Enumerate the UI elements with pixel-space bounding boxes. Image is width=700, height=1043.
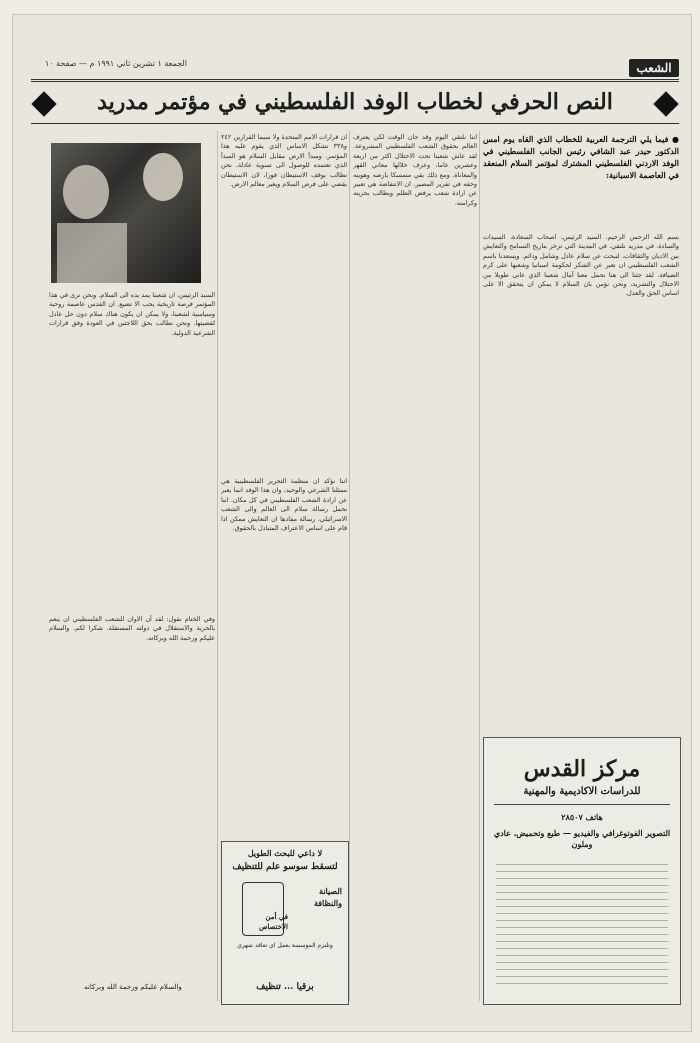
masthead-rule: [31, 79, 679, 80]
ad-cleaning: [221, 841, 349, 1005]
body-column-1: بسم الله الرحمن الرحيم. السيد الرئيس، اصحاب السعادة، السيدات والسادة. في مدريد نلتقي، في المدينة التي تزخر بتاريخ التسامح والتعايش بين الاديان والثقافات، لنبحث عن سلام عادل وشامل ودائم. ويسعدنا باسم الشعب الفلسطيني ان نعبر عن الشكر لحكومة اسبانيا وشعبها على كرم الضيافة. لقد جئنا الى هنا نحمل معنا آمال شعبنا الذي عانى طويلا من الاحتلال والتشريد، ونحن نؤمن بان السلام لا يمكن ان يتحقق الا على اساس الحق والعدل.: [483, 233, 679, 298]
body-column-2: اننا نلتقي اليوم وقد حان الوقت لكي يعترف العالم بحقوق الشعب الفلسطيني المشروعة. لقد عاش شعبنا تحت الاحتلال اكثر من اربعة وعشرين عاما، وعرف خلالها معاني القهر والمعاناة. ومع ذلك بقي متمسكا بارضه وهويته وحقه في تقرير المصير. ان الانتفاضة هي تعبير عن ارادة شعب يرفض الظلم ويطالب بحريته وكرامته.: [353, 133, 477, 207]
photo-figure-2: [143, 153, 183, 201]
ad-cleaning-subtitle: لتسقط سوسو علم للتنظيف: [232, 862, 338, 872]
ad-rule: [494, 804, 670, 805]
closing-line: والسلام عليكم ورحمة الله وبركاته: [84, 983, 182, 991]
photo-figure-1: [63, 165, 109, 219]
ad-cleaning-tag2: والنظافة: [313, 898, 342, 908]
column-rule: [217, 131, 218, 1001]
press-photo: [51, 143, 201, 283]
ad-cleaning-tag1: الصيانة: [319, 886, 342, 896]
ad-quds-list: [496, 858, 668, 988]
body-column-6: وفي الختام نقول: لقد آن الاوان للشعب الفلسطيني ان ينعم بالحرية والاستقلال في دولته المستقلة. شكرا لكم. والسلام عليكم ورحمة الله وبركاته.: [49, 615, 215, 642]
newspaper-logo: الشعب: [629, 59, 679, 77]
headline-bar: [35, 87, 675, 121]
column-rule: [349, 131, 350, 1001]
headline: النص الحرفي لخطاب الوفد الفلسطيني في مؤتمر مدريد: [97, 89, 613, 115]
ad-quds-title: مركز القدس: [523, 756, 641, 782]
ad-cleaning-tag3: في أمن: [265, 912, 288, 921]
newspaper-page: [12, 14, 692, 1032]
column-rule: [479, 131, 480, 1001]
ad-cleaning-footer: برقيا ... تنظيف: [256, 982, 314, 992]
diamond-right-icon: [653, 91, 678, 116]
photo-figure-shirt: [57, 223, 127, 283]
ad-cleaning-tag4: الاختصاص: [258, 922, 288, 931]
ad-quds-line: التصوير الفوتوغرافي والفيديو — طبع وتحميض، عادي وملون: [493, 828, 671, 849]
ad-cleaning-title: لا داعي للبحث الطويل: [247, 848, 323, 858]
intro-paragraph: ● فيما يلي الترجمة العربية للخطاب الذي القاه يوم امس الدكتور حيدر عبد الشافي رئيس الجانب الفلسطيني في الوفد الاردني الفلسطيني المشترك لمؤتمر السلام المنعقد في العاصمة الاسبانية:: [483, 134, 679, 180]
body-column-5: اننا نؤكد ان منظمة التحرير الفلسطينية هي ممثلنا الشرعي والوحيد، وان هذا الوفد انما يعبر عن ارادة الشعب الفلسطيني في كل مكان. اننا نحمل رسالة سلام الى العالم والى الشعب الاسرائيلي، رسالة مفادها ان التعايش ممكن اذا قام على اساس الاعتراف المتبادل بالحقوق.: [221, 477, 347, 533]
ad-quds-subtitle: للدراسات الاكاديمية والمهنية: [523, 786, 641, 797]
headline-rule: [31, 123, 679, 124]
diamond-left-icon: [31, 91, 56, 116]
body-column-3: ان قرارات الامم المتحدة ولا سيما القرارين ٢٤٢ و٣٣٨ تشكل الاساس الذي يقوم عليه هذا المؤتمر. ومبدأ الارض مقابل السلام هو المبدأ الذي نعتمده للوصول الى تسوية عادلة. نحن نطالب بوقف الاستيطان فورا، لان الاستيطان يقضي على فرص السلام ويغير معالم الارض.: [221, 133, 347, 189]
ad-quds-phone: هاتف ٢٨٥٠٧: [561, 812, 603, 822]
ad-quds-center: [483, 737, 681, 1005]
body-column-4: السيد الرئيس، ان شعبنا يمد يده الى السلام. ونحن نرى في هذا المؤتمر فرصة تاريخية يجب الا تضيع. ان القدس عاصمة روحية وسياسية لشعبنا، ولا يمكن ان يكون هناك سلام دون حل عادل لقضيتها. ونحن نطالب بحق اللاجئين في العودة وفق قرارات الشرعية الدولية.: [49, 291, 215, 337]
masthead-rule-2: [31, 81, 679, 82]
ad-cleaning-note: وتلتزم الموسسة بعمل اي تعاقد شهري: [237, 942, 333, 949]
issue-line: الجمعة ١ تشرين ثاني ١٩٩١ م — صفحة ١٠: [45, 59, 187, 68]
